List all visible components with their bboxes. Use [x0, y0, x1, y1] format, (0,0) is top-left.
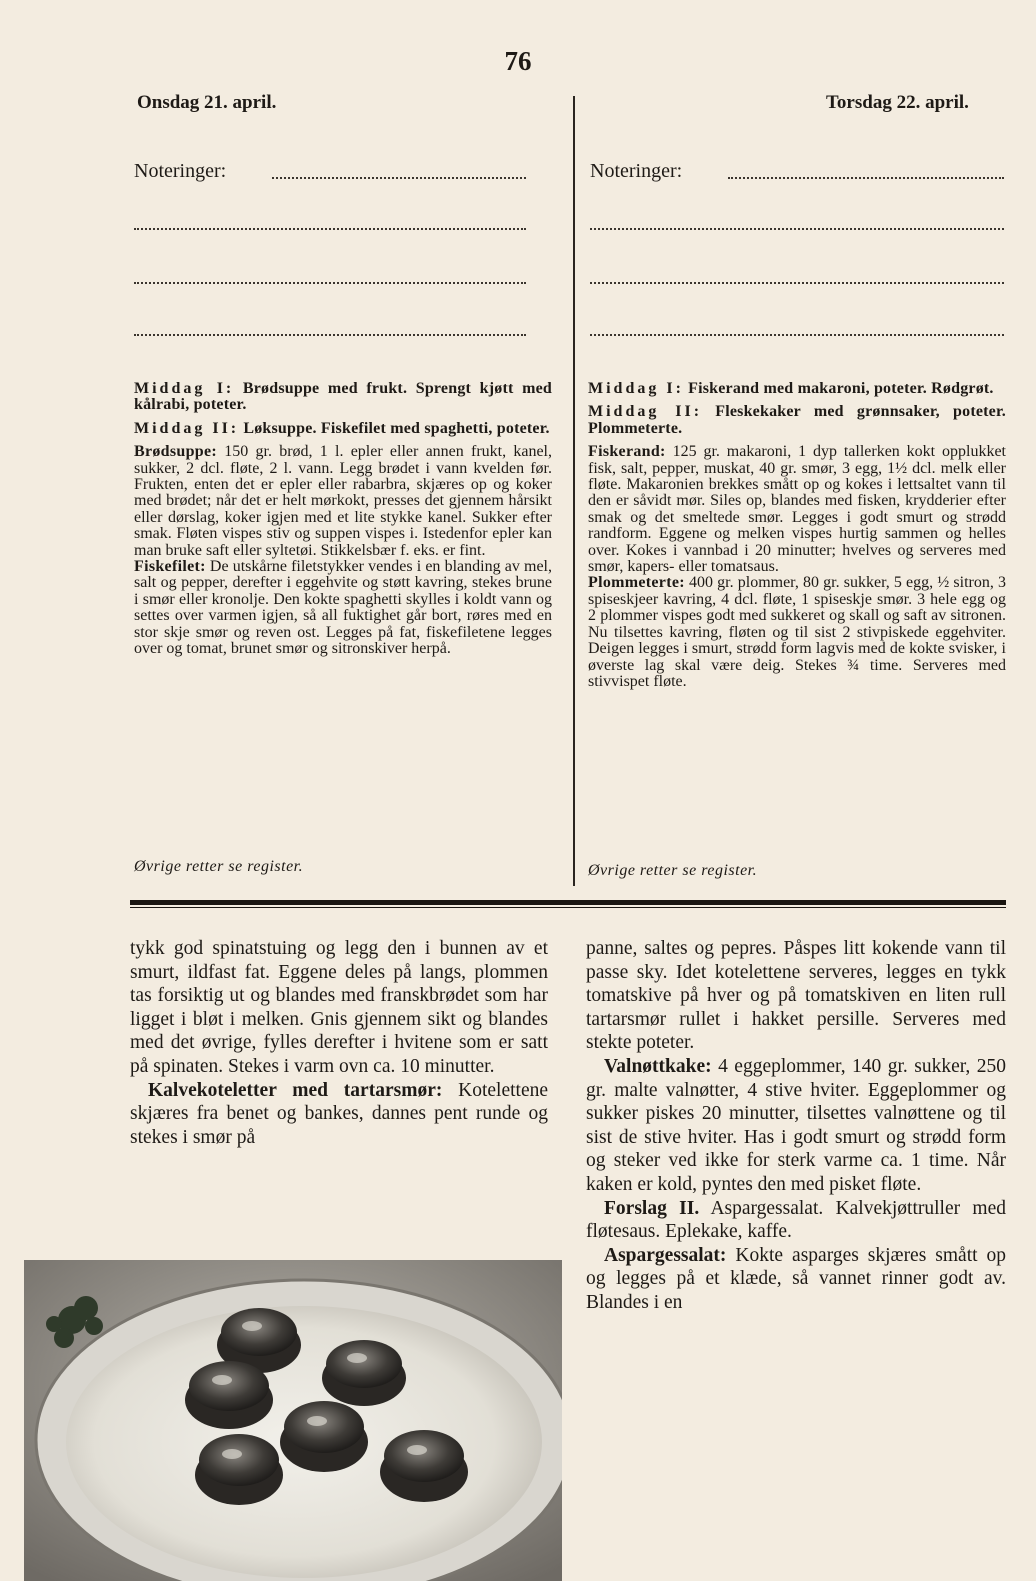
right-middag-1-text: Fiskerand med makaroni, poteter. Rødgrøt.: [688, 380, 994, 397]
food-photo-image: [24, 1260, 562, 1581]
left-recipe-1-text: 150 gr. brød, 1 l. epler eller annen frukt, kanel, sukker, 2 dcl. fløte, 2 l. vann. Legg brødet i vann kvelden før. Frukten, enten det er epler eller rabarbra, skjæres op og koker med brødet; når det er helt mørkokt, presses det gjennem hårsikt eller dørslag, koker igjen med et lite stykke kanel. Sukker efter smak. Fløten vispes stiv og suppen vispes i. Istedenfor epler kan man bruke saft eller syltetøi. Stikkelsbær f. eks. er fint.: [134, 443, 553, 559]
lower-right-para-4: [586, 1244, 1006, 1315]
lower-right-para-3-text: Aspargessalat. Kalvekjøttruller med fløtesaus. Eplekake, kaffe.: [586, 1197, 1006, 1243]
lower-left-para-2-title: Kalvekoteletter med tartarsmør:: [148, 1079, 443, 1101]
right-note-line: [728, 177, 1004, 179]
right-recipe-2-title: Plommeterte:: [588, 574, 685, 592]
left-middag-1-text: Brødsuppe med frukt. Sprengt kjøtt med kålrabi, poteter.: [134, 380, 553, 414]
left-recipe-1-title: Brødsuppe:: [134, 443, 218, 461]
left-recipes: [134, 381, 552, 665]
right-notes-label: Noteringer:: [590, 160, 683, 182]
right-recipes: [588, 381, 1006, 697]
left-middag-2-text: Løksuppe. Fiskefilet med spaghetti, poteter.: [243, 419, 550, 437]
column-divider: [573, 96, 575, 886]
left-recipe-2-title: Fiskefilet:: [134, 558, 206, 576]
lower-right-para-4-text: Kokte asparges skjæres smått op og legges på et klæde, så vannet rinner godt av. Blandes i en: [586, 1244, 1007, 1313]
lower-left-para-2: [130, 1079, 548, 1150]
left-recipe-1: [134, 444, 552, 559]
left-middag-2: [134, 421, 552, 437]
lower-right-para-2-text: 4 eggeplommer, 140 gr. sukker, 250 gr. malte valnøtter, 4 stive hviter. Eggeplommer og sukker piskes 20 minutter, tilsettes valnøttene og til sist de stive hviter. Has i godt smurt og strødd form og steker ved ikke for sterk varme ca. 1 time. Når kaken er kold, pyntes den med pisket fløte.: [586, 1055, 1007, 1195]
lower-right-para-3-title: Forslag II.: [604, 1197, 700, 1219]
left-day-date: Onsdag 21. april.: [137, 92, 277, 113]
right-middag-2-text: Fleskekaker med grønnsaker, poteter. Plommeterte.: [588, 403, 1007, 437]
left-note-line: [272, 177, 526, 179]
lower-right-para-3: [586, 1197, 1006, 1244]
lower-left-para-2-text: Kotelettene skjæres fra benet og bankes, dannes pent runde og stekes i smør på: [130, 1079, 548, 1148]
left-note-line: [134, 282, 526, 284]
right-note-line: [590, 282, 1004, 284]
right-middag-2: [588, 404, 1006, 437]
section-rule: [130, 900, 1006, 905]
right-note-line: [590, 334, 1004, 336]
right-recipe-1-title: Fiskerand:: [588, 443, 666, 461]
right-recipe-1-text: 125 gr. makaroni, 1 dyp tallerken kokt opplukket fisk, salt, pepper, muskat, 40 gr. smør, 3 egg, 1½ dcl. melk eller fløte. Makaronien brekkes smått op og kokes i lettsaltet vann til den er såvidt mør. Siles op, blandes med fisken, krydderier efter smak og det smeltede smør. Legges i godt smurt og strødd randform. Eggene og melken vispes hurtig sammen og helles over. Kokes i vannbad i 20 minutter; hvelves og serveres med smør, kapers- eller tomatsaus.: [588, 443, 1007, 576]
left-notes-label: Noteringer:: [134, 160, 227, 182]
left-recipe-2: [134, 559, 552, 657]
lower-right-para-2-title: Valnøttkake:: [604, 1055, 712, 1077]
lower-right-para-4-title: Aspargessalat:: [604, 1244, 727, 1266]
right-note-line: [590, 228, 1004, 230]
page-number: 76: [504, 46, 532, 76]
left-note-line: [134, 334, 526, 336]
lower-right-para-2: [586, 1055, 1006, 1197]
food-photo: [24, 1260, 562, 1581]
left-middag-1: [134, 381, 552, 414]
right-recipe-2-text: 400 gr. plommer, 80 gr. sukker, 5 egg, ½ sitron, 3 spiseskjeer kavring, 4 dcl. fløte, 1 spiseskje smør. 3 hele egg og 2 plommer vispes godt med sukkeret og skall og saft av sitronen. Nu tilsettes kavring, fløten og til sist 2 stivpiskede eggehviter. Deigen legges i smurt, strødd form lagvis med de kokte svisker, i øverste lag skal være deig. Stekes ¾ time. Serveres med stivvispet fløte.: [588, 574, 1006, 690]
right-middag-1: [588, 381, 1006, 397]
right-recipe-2: [588, 575, 1006, 690]
right-middag-1-label: Middag I:: [588, 380, 684, 397]
right-footer-note: Øvrige retter se register.: [588, 862, 758, 879]
right-recipe-1: [588, 444, 1006, 575]
right-day-date: Torsdag 22. april.: [826, 92, 969, 113]
left-middag-2-label: Middag II:: [134, 419, 240, 437]
left-recipe-2-text: De utskårne filetstykker vendes i en blanding av mel, salt og pepper, derefter i eggehvite og støtt kavring, stekes brune i smør eller kronolje. Den kokte spaghetti skylles i koldt vann og settes over varmen igjen, så all fuktighet går bort, røres med en stor skje smør og reven ost. Legges på fat, fiskefiletene legges over og tomat, brunet smør og sitronskiver herpå.: [134, 558, 553, 658]
lower-right-text: [586, 937, 1006, 1315]
right-middag-2-label: Middag II:: [588, 403, 703, 421]
lower-right-para-1: panne, saltes og pepres. Påspes litt kokende vann til passe sky. Idet kotelettene serveres, legges en tykk tomatskive på hver og på tomatskiven en liten rull tartarsmør rullet i hakket persille. Serveres med stekte poteter.: [586, 938, 1006, 1054]
lower-left-text: [130, 937, 548, 1149]
section-rule-thin: [130, 907, 1006, 908]
lower-left-para-1: tykk god spinatstuing og legg den i bunnen av et smurt, ildfast fat. Eggene deles på langs, plommen tas forsiktig ut og blandes med franskbrødet som har ligget i bløt i melken. Gnis gjennem sikt og blandes med det øvrige, fylles derefter i hvitene som er satt på spinaten. Stekes i varm ovn ca. 10 minutter.: [130, 938, 548, 1077]
left-note-line: [134, 228, 526, 230]
left-footer-note: Øvrige retter se register.: [134, 858, 304, 875]
left-middag-1-label: Middag I:: [134, 380, 235, 397]
